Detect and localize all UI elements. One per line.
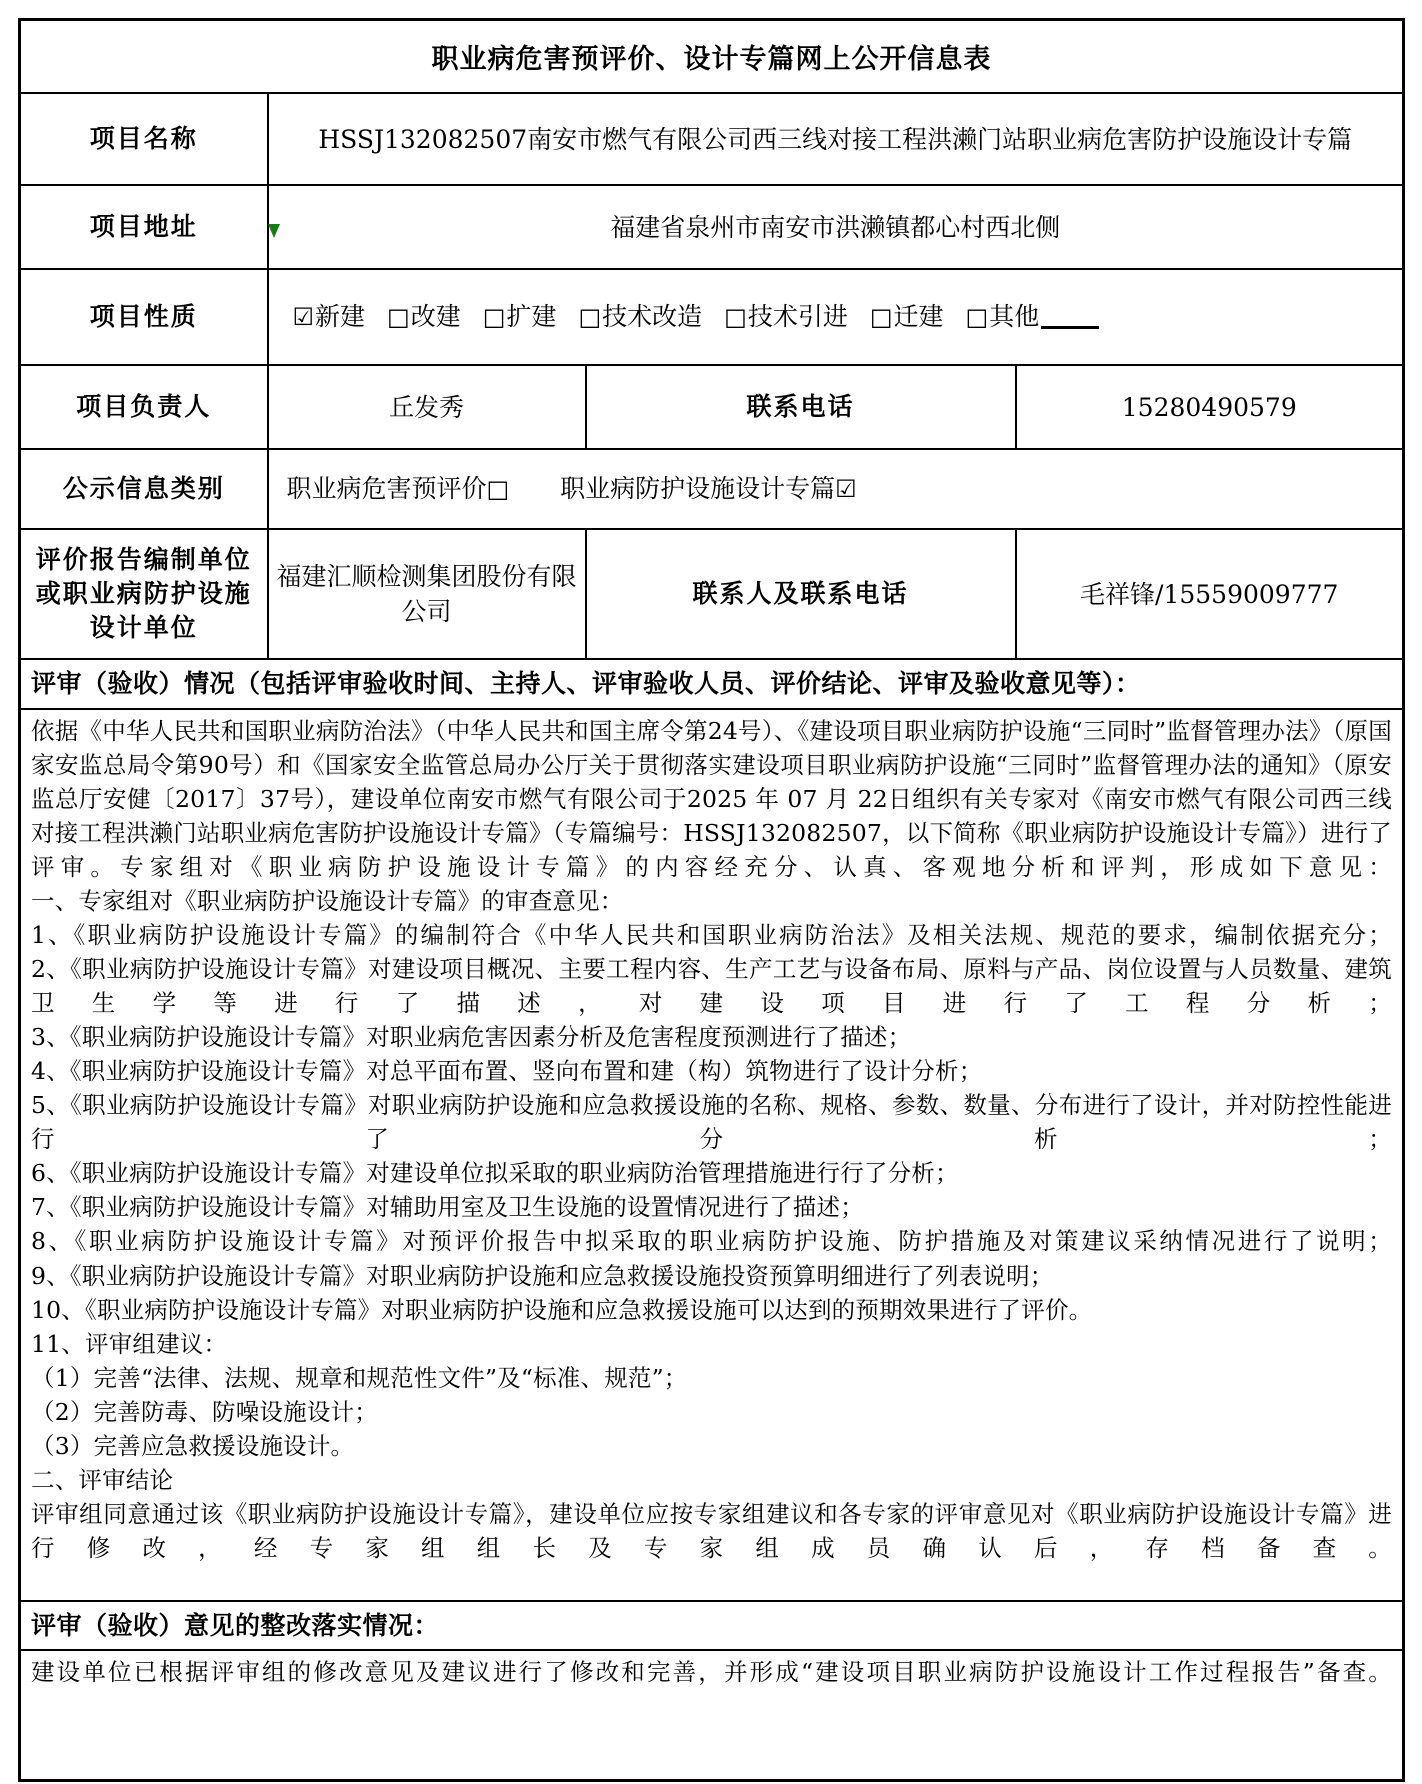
review-paragraph: 10、《职业病防护设施设计专篇》对职业病防护设施和应急救援设施可以达到的预期效果进行了评价。 xyxy=(31,1295,1093,1324)
checkbox-empty-icon[interactable]: □ xyxy=(724,303,747,332)
review-paragraph: 二、评审结论 xyxy=(31,1465,174,1494)
checkbox-checked-icon[interactable]: ☑ xyxy=(835,475,857,504)
contact-phone-value: 15280490579 xyxy=(1016,365,1404,449)
project-address-value: 福建省泉州市南安市洪濑镇都心村西北侧 xyxy=(268,185,1404,269)
nature-option-tech-reform[interactable] xyxy=(578,299,702,335)
review-paragraph: 6、《职业病防护设施设计专篇》对建设单位拟采取的职业病防治管理措施进行行了分析； xyxy=(31,1159,959,1188)
review-paragraph: 8、《职业病防护设施设计专篇》对预评价报告中拟采取的职业病防护设施、防护措施及对策建议采纳情况进行了说明； xyxy=(31,1227,1392,1256)
contact-phone-label: 联系电话 xyxy=(586,365,1016,449)
other-blank-field[interactable] xyxy=(1041,326,1099,329)
checkbox-checked-icon[interactable]: ☑ xyxy=(292,303,315,332)
review-section-heading: 评审（验收）情况（包括评审验收时间、主持人、评审验收人员、评价结论、评审及验收意见等）： xyxy=(20,659,1404,709)
review-paragraph: 11、评审组建议： xyxy=(31,1329,228,1358)
public-info-category-label: 公示信息类别 xyxy=(20,449,268,529)
nature-option-other[interactable] xyxy=(966,299,1100,335)
rectification-heading-row xyxy=(20,1601,1404,1651)
project-name-value: HSSJ132082507南安市燃气有限公司西三线对接工程洪濑门站职业病危害防护设施设计专篇 xyxy=(268,93,1404,185)
review-section-body xyxy=(20,709,1404,1601)
nature-option-label: 新建 xyxy=(315,302,366,332)
rectification-section-body xyxy=(20,1650,1404,1781)
nature-option-rebuild[interactable] xyxy=(387,299,461,335)
report-unit-label: 评价报告编制单位或职业病防护设施设计单位 xyxy=(20,529,268,659)
rectification-section-heading: 评审（验收）意见的整改落实情况： xyxy=(20,1601,1404,1651)
review-paragraph: 1、《职业病防护设施设计专篇》的编制符合《中华人民共和国职业病防治法》及相关法规、规范的要求，编制依据充分； xyxy=(31,920,1392,949)
nature-option-tech-import[interactable] xyxy=(724,299,848,335)
document-title: 职业病危害预评价、设计专篇网上公开信息表 xyxy=(20,20,1404,94)
nature-option-label: 扩建 xyxy=(506,302,557,332)
nature-option-label: 技术引进 xyxy=(747,302,848,332)
category-option-design-special[interactable] xyxy=(560,474,858,503)
review-paragraph: 依据《中华人民共和国职业病防治法》（中华人民共和国主席令第24号）、《建设项目职业病防护设施“三同时”监督管理办法》（原国家安监总局令第90号）和《国家安全监管总局办公厅关于贯彻落实建设项目职业病防护设施“三同时”监督管理办法的通知》（原安监总厅安健〔2017〕37号），建设单位南安市燃气有限公司于2025 年 07 月 22日组织有关专家对《南安市燃气有限公司西三线对接工程洪濑门站职业病危害防护设施设计专篇》（专篇编号：HSSJ132082507，以下简称《职业病防护设施设计专篇》）进行了评审。专家组对《职业病防护设施设计专篇》的内容经充分、认真、客观地分析和评判，形成如下意见： xyxy=(31,716,1392,881)
nature-option-label: 改建 xyxy=(410,302,461,332)
contact-person-value: 毛祥锋/15559009777 xyxy=(1016,529,1404,659)
checkbox-empty-icon[interactable]: □ xyxy=(486,475,510,504)
nature-option-label: 其他 xyxy=(989,302,1040,332)
review-paragraph: （2）完善防毒、防噪设施设计； xyxy=(31,1397,378,1426)
review-paragraph: 9、《职业病防护设施设计专篇》对职业病防护设施和应急救援设施投资预算明细进行了列表说明； xyxy=(31,1261,1054,1290)
nature-option-label: 技术改造 xyxy=(602,302,703,332)
project-name-label: 项目名称 xyxy=(20,93,268,185)
project-manager-label: 项目负责人 xyxy=(20,365,268,449)
rectification-body-row xyxy=(20,1650,1404,1781)
public-info-category-options xyxy=(268,449,1404,529)
checkbox-empty-icon[interactable]: □ xyxy=(869,303,893,332)
public-disclosure-table xyxy=(18,18,1405,1782)
review-paragraph: （3）完善应急救援设施设计。 xyxy=(31,1431,355,1460)
category-option-label: 职业病危害预评价 xyxy=(286,474,487,504)
checkbox-empty-icon[interactable]: □ xyxy=(965,303,989,332)
checkbox-empty-icon[interactable]: □ xyxy=(482,303,506,332)
project-nature-label: 项目性质 xyxy=(20,269,268,365)
project-manager-value: 丘发秀 xyxy=(268,365,586,449)
review-paragraph: 2、《职业病防护设施设计专篇》对建设项目概况、主要工程内容、生产工艺与设备布局、原料与产品、岗位设置与人员数量、建筑卫生学等进行了描述，对建设项目进行了工程分析； xyxy=(31,954,1392,1017)
review-heading-row xyxy=(20,659,1404,709)
checkbox-empty-icon[interactable]: □ xyxy=(387,303,410,332)
rectification-paragraph: 建设单位已根据评审组的修改意见及建议进行了修改和完善，并形成“建设项目职业病防护设施设计工作过程报告”备查。 xyxy=(31,1658,1392,1686)
review-paragraph: 3、《职业病防护设施设计专篇》对职业病危害因素分析及危害程度预测进行了描述； xyxy=(31,1023,912,1052)
project-address-label: 项目地址 xyxy=(20,185,268,269)
review-paragraph: 一、专家组对《职业病防护设施设计专篇》的审查意见： xyxy=(31,886,624,915)
project-name-row xyxy=(20,93,1404,185)
contact-person-label: 联系人及联系电话 xyxy=(586,529,1016,659)
report-unit-value: 福建汇顺检测集团股份有限公司 xyxy=(268,529,586,659)
category-option-preassessment[interactable] xyxy=(287,474,511,503)
report-unit-row xyxy=(20,529,1404,659)
project-manager-row xyxy=(20,365,1404,449)
nature-option-relocate[interactable] xyxy=(870,299,944,335)
project-nature-options xyxy=(268,269,1404,365)
project-nature-row xyxy=(20,269,1404,365)
project-address-row xyxy=(20,185,1404,269)
review-paragraph: （1）完善“法律、法规、规章和规范性文件”及“标准、规范”； xyxy=(31,1363,688,1392)
review-body-row xyxy=(20,709,1404,1601)
title-row xyxy=(20,20,1404,94)
category-option-label: 职业病防护设施设计专篇 xyxy=(560,474,836,504)
nature-option-label: 迁建 xyxy=(893,302,944,332)
public-info-category-row xyxy=(20,449,1404,529)
review-paragraph: 评审组同意通过该《职业病防护设施设计专篇》，建设单位应按专家组建议和各专家的评审意见对《职业病防护设施设计专篇》进行修改，经专家组组长及专家组成员确认后，存档备查。 xyxy=(31,1499,1392,1562)
review-paragraph: 5、《职业病防护设施设计专篇》对职业病防护设施和应急救援设施的名称、规格、参数、数量、分布进行了设计，并对防控性能进行了分析； xyxy=(31,1091,1392,1154)
review-paragraph: 4、《职业病防护设施设计专篇》对总平面布置、竖向布置和建（构）筑物进行了设计分析； xyxy=(31,1057,983,1086)
checkbox-empty-icon[interactable]: □ xyxy=(578,303,602,332)
nature-option-new[interactable] xyxy=(293,299,366,335)
nature-option-expand[interactable] xyxy=(483,299,557,335)
review-paragraph: 7、《职业病防护设施设计专篇》对辅助用室及卫生设施的设置情况进行了描述； xyxy=(31,1193,864,1222)
